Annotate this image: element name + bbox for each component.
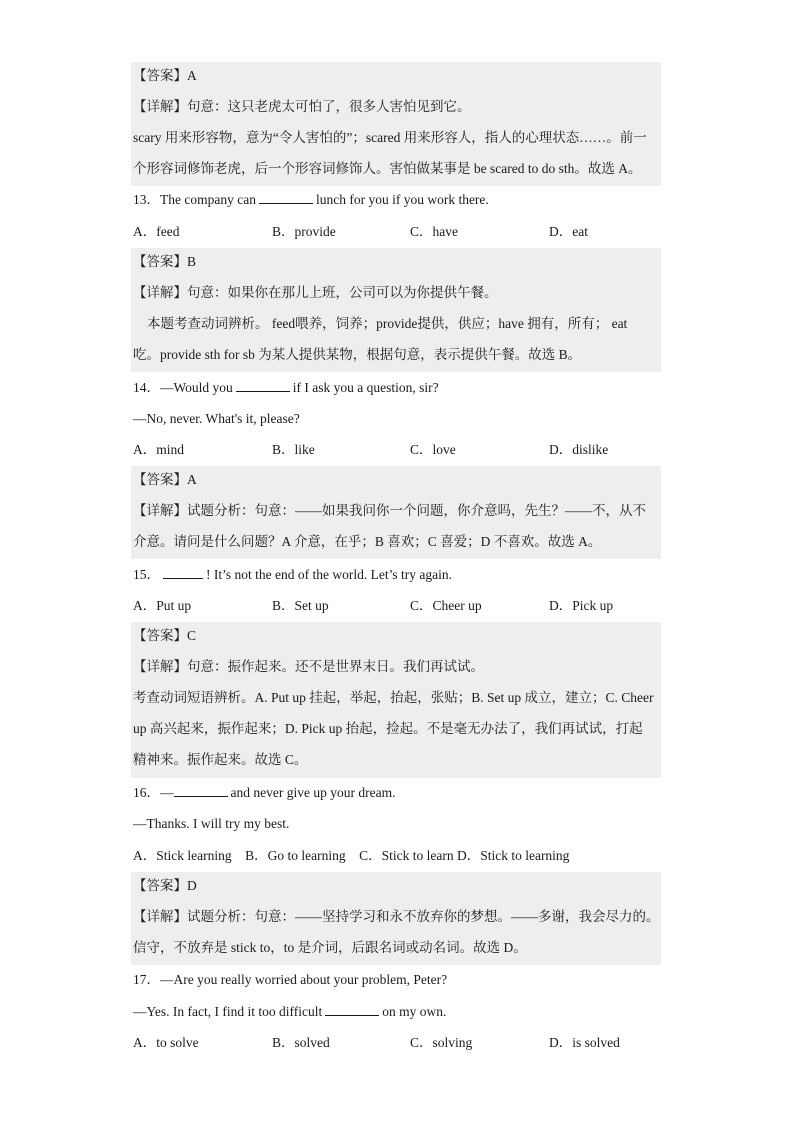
- answer-block-13: [131, 248, 661, 372]
- detail-line: scary 用来形容物，意为“令人害怕的”；scared 用来形容人，指人的心理状态……。前一: [133, 130, 647, 145]
- question-14-reply: —No, never. What's it, please?: [133, 411, 300, 426]
- answer-label: 【答案】C: [133, 628, 197, 643]
- question-16-stem: [133, 783, 395, 803]
- stem-text: 16．—: [133, 785, 174, 800]
- answer-blank: [236, 378, 290, 392]
- detail-line: up 高兴起来，振作起来；D. Pick up 抬起，捡起。不是毫无办法了，我们再试试，打起: [133, 721, 643, 736]
- answer-block-14: [131, 466, 661, 559]
- option-c: C．Cheer up: [410, 598, 482, 613]
- answer-blank: [325, 1002, 379, 1016]
- option-b: B．solved: [272, 1035, 330, 1050]
- option-b: B．provide: [272, 224, 336, 239]
- stem-text: —Yes. In fact, I find it too difficult: [133, 1004, 323, 1019]
- detail-line: 精神来。振作起来。故选 C。: [133, 752, 308, 767]
- detail-line: 考查动词短语辨析。A. Put up 挂起，举起，抬起，张贴；B. Set up 成立，建立；C. Cheer: [133, 690, 654, 705]
- answer-block-12: [131, 62, 661, 186]
- option-d: D．is solved: [549, 1035, 620, 1050]
- answer-label: 【答案】A: [133, 472, 197, 487]
- detail-line: 信守，不放弃是 stick to，to 是介词，后跟名词或动名词。故选 D。: [133, 940, 527, 955]
- detail-line: 【详解】试题分析：句意：——坚持学习和永不放弃你的梦想。——多谢，我会尽力的。: [133, 909, 660, 924]
- stem-text: lunch for you if you work there.: [315, 192, 489, 207]
- question-14-stem: [133, 378, 439, 398]
- option-a: A．to solve: [133, 1035, 199, 1050]
- question-16-options: A．Stick learning B．Go to learning C．Stick to learn D．Stick to learning: [133, 848, 570, 863]
- stem-text: 15．: [133, 567, 160, 582]
- detail-line: 介意。请问是什么问题？A 介意，在乎；B 喜欢；C 喜爱；D 不喜欢。故选 A。: [133, 534, 602, 549]
- detail-line: 【详解】句意：振作起来。还不是世界末日。我们再试试。: [133, 659, 484, 674]
- answer-label: 【答案】B: [133, 254, 197, 269]
- stem-text: if I ask you a question, sir?: [292, 380, 439, 395]
- question-17-reply: [133, 1002, 446, 1022]
- option-b: B．Set up: [272, 598, 329, 613]
- answer-blank: [259, 190, 313, 204]
- option-c: C．love: [410, 442, 456, 457]
- answer-label: 【答案】D: [133, 878, 197, 893]
- question-16-reply: —Thanks. I will try my best.: [133, 816, 290, 831]
- option-a: A．mind: [133, 442, 185, 457]
- option-d: D．Pick up: [549, 598, 614, 613]
- option-a: A．feed: [133, 224, 180, 239]
- answer-blank: [174, 783, 228, 797]
- answer-label: 【答案】A: [133, 68, 197, 83]
- stem-text: 14．—Would you: [133, 380, 233, 395]
- detail-line: 吃。provide sth for sb 为某人提供某物，根据句意，表示提供午餐。故选 B。: [133, 347, 582, 362]
- option-a: A．Put up: [133, 598, 192, 613]
- question-13-stem: [133, 190, 489, 210]
- option-d: D．dislike: [549, 442, 609, 457]
- detail-line: 【详解】句意：这只老虎太可怕了，很多人害怕见到它。: [133, 99, 471, 114]
- answer-block-16: [131, 872, 661, 965]
- stem-text: 13．The company can: [133, 192, 256, 207]
- answer-blank: [163, 565, 203, 579]
- option-d: D．eat: [549, 224, 588, 239]
- question-15-stem: [133, 565, 452, 585]
- option-b: B．like: [272, 442, 315, 457]
- detail-line: 【详解】句意：如果你在那儿上班，公司可以为你提供午餐。: [133, 285, 498, 300]
- stem-text: and never give up your dream.: [230, 785, 396, 800]
- detail-line: 【详解】试题分析：句意：——如果我问你一个问题，你介意吗，先生？——不，从不: [133, 503, 646, 518]
- stem-text: ! It’s not the end of the world. Let’s try again.: [206, 567, 452, 582]
- detail-line: 本题考查动词辨析。 feed喂养，饲养；provide提供，供应；have 拥有，所有； eat: [147, 316, 628, 331]
- option-c: C．solving: [410, 1035, 473, 1050]
- question-17-stem: 17．—Are you really worried about your problem, Peter?: [133, 972, 448, 987]
- option-c: C．have: [410, 224, 458, 239]
- stem-text: on my own.: [382, 1004, 447, 1019]
- detail-line: 个形容词修饰老虎，后一个形容词修饰人。害怕做某事是 be scared to do sth。故选 A。: [133, 161, 642, 176]
- answer-block-15: [131, 622, 661, 778]
